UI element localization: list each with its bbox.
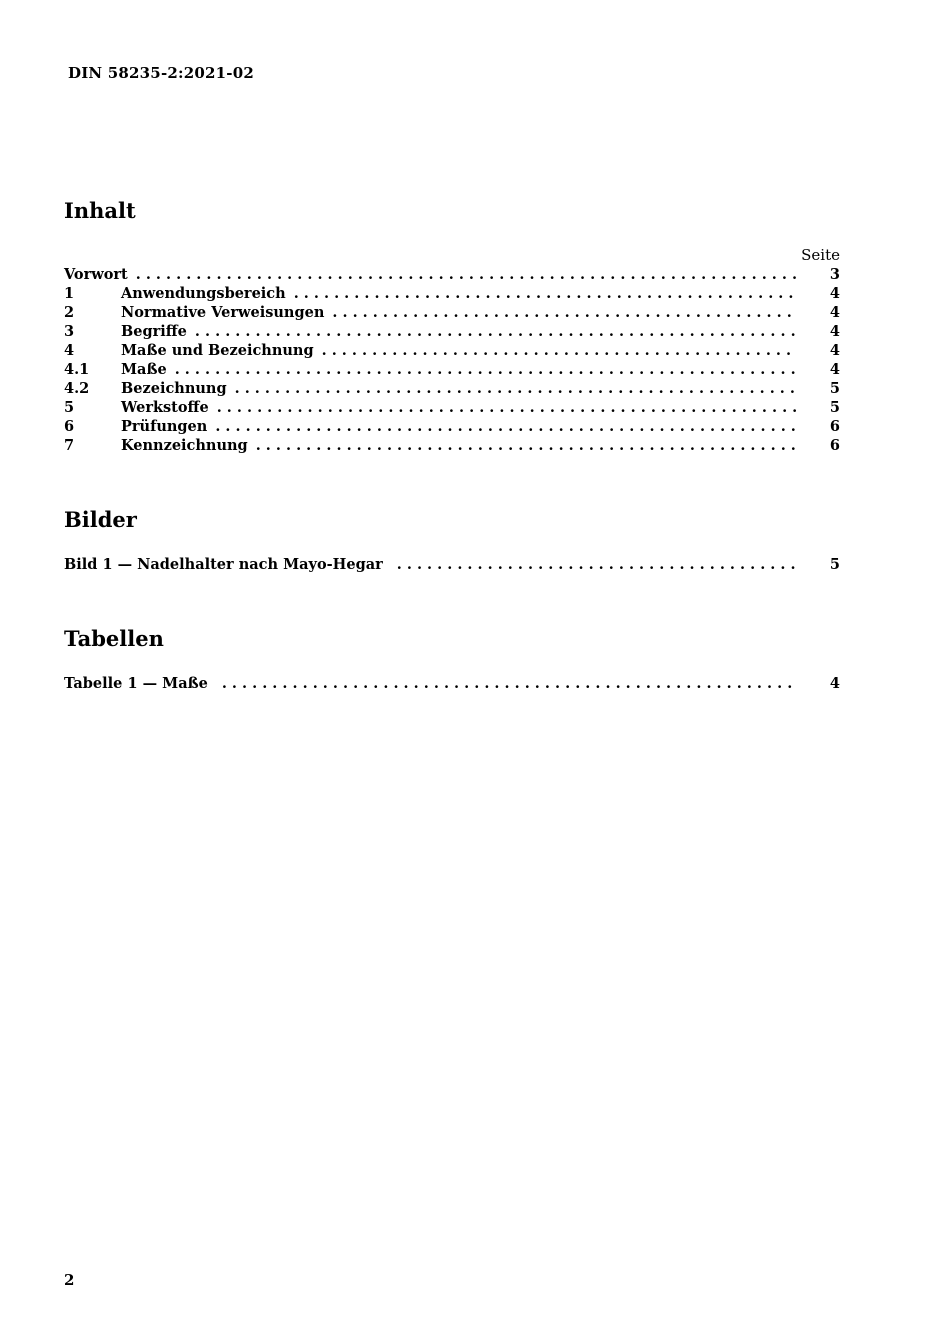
- toc-entry-title: Maße und Bezeichnung: [121, 342, 314, 359]
- dot-leader: [397, 555, 796, 574]
- dot-leader: [294, 284, 796, 303]
- tables-heading: Tabellen: [64, 626, 164, 651]
- toc-entry-page: 4: [829, 361, 840, 378]
- toc-entry-page: 4: [829, 304, 840, 321]
- toc-entry[interactable]: [64, 379, 840, 398]
- toc-entry-number: 2: [64, 304, 75, 321]
- toc-entry-title: Maße: [121, 361, 167, 378]
- toc-entry[interactable]: [64, 303, 840, 322]
- toc-entry-number: 5: [64, 399, 75, 416]
- toc-entry-title: Kennzeichnung: [121, 437, 248, 454]
- toc-entry-vorwort[interactable]: [64, 265, 840, 284]
- contents-heading: Inhalt: [64, 198, 136, 223]
- toc-entry-page: 4: [829, 342, 840, 359]
- dot-leader: [195, 322, 796, 341]
- toc-entry-page: 6: [829, 437, 840, 454]
- toc-entry-page: 4: [829, 285, 840, 302]
- toc-entry-title: Begriffe: [121, 323, 187, 340]
- table-entry-page: 4: [829, 675, 840, 692]
- dot-leader: [322, 341, 796, 360]
- toc-entry-number: 3: [64, 323, 75, 340]
- toc-entry-title: Prüfungen: [121, 418, 208, 435]
- toc-entry-title: Bezeichnung: [121, 380, 227, 397]
- figure-entry-page: 5: [829, 556, 840, 573]
- figure-entry-title: Bild 1 — Nadelhalter nach Mayo-Hegar: [64, 556, 383, 573]
- list-of-tables: [64, 674, 840, 693]
- table-entry[interactable]: [64, 674, 840, 693]
- page-number: 2: [64, 1271, 75, 1289]
- dot-leader: [256, 436, 796, 455]
- toc-entry[interactable]: [64, 436, 840, 455]
- toc-entry[interactable]: [64, 398, 840, 417]
- dot-leader: [136, 265, 796, 284]
- table-entry-title: Tabelle 1 — Maße: [64, 675, 208, 692]
- toc-entry-number: 6: [64, 418, 75, 435]
- figures-heading: Bilder: [64, 507, 137, 532]
- toc-entry-page: 4: [829, 323, 840, 340]
- toc-entry-page: 3: [829, 266, 840, 283]
- toc-entry-page: 6: [829, 418, 840, 435]
- toc-entry[interactable]: [64, 417, 840, 436]
- page-column-label: Seite: [801, 246, 840, 264]
- toc-entry-number: 4.1: [64, 361, 90, 378]
- toc-entry-number: 1: [64, 285, 75, 302]
- toc-entry-title: Werkstoffe: [121, 399, 209, 416]
- list-of-figures: [64, 555, 840, 574]
- dot-leader: [217, 398, 796, 417]
- dot-leader: [175, 360, 796, 379]
- document-id: DIN 58235-2:2021-02: [68, 64, 254, 82]
- toc-entry-title: Normative Verweisungen: [121, 304, 325, 321]
- dot-leader: [332, 303, 796, 322]
- dot-leader: [235, 379, 796, 398]
- table-of-contents: [64, 265, 840, 455]
- toc-entry-page: 5: [829, 380, 840, 397]
- toc-entry-number: 4: [64, 342, 75, 359]
- toc-entry-number: 7: [64, 437, 75, 454]
- dot-leader: [222, 674, 796, 693]
- dot-leader: [215, 417, 796, 436]
- figure-entry[interactable]: [64, 555, 840, 574]
- toc-entry-number: 4.2: [64, 380, 90, 397]
- toc-entry-title: Vorwort: [64, 266, 128, 283]
- toc-entry-page: 5: [829, 399, 840, 416]
- toc-entry-title: Anwendungsbereich: [121, 285, 286, 302]
- toc-entry[interactable]: [64, 341, 840, 360]
- toc-entry[interactable]: [64, 360, 840, 379]
- toc-entry[interactable]: [64, 284, 840, 303]
- toc-entry[interactable]: [64, 322, 840, 341]
